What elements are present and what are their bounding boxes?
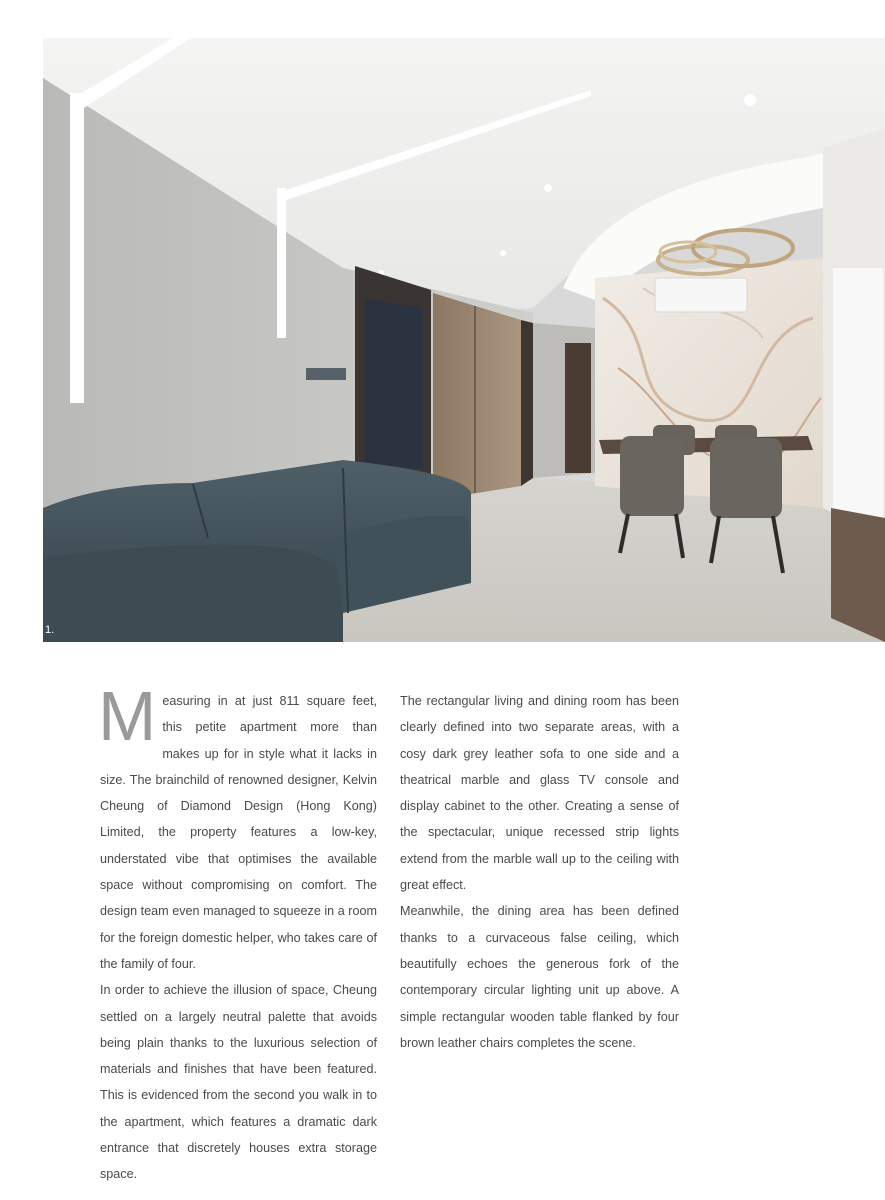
photo-caption-number: 1. [45,624,55,636]
drop-cap: M [98,677,157,755]
interior-photo [43,38,885,642]
article-paragraph: In order to achieve the illusion of space, Cheung settled on a largely neutral palette that avoids being plain thanks to the luxurious selection of materials and finishes that have been featured. This is evidenced from the second you walk in to the apartment, which features a dramatic dark entrance that discretely houses extra storage space. [100,983,377,1182]
article-left-column [98,677,377,1188]
interior-photo-illustration [43,38,885,642]
article-right-column [400,688,679,1056]
article-paragraph: Meanwhile, the dining area has been defined thanks to a curvaceous false ceiling, which beautifully echoes the generous fork of the contemporary circular lighting unit up above. A simple rectangular wooden table flanked by four brown leather chairs completes the scene. [400,904,679,1050]
article-paragraph: easuring in at just 811 square feet, this petite apartment more than makes up for in style what it lacks in size. The brainchild of renowned designer, Kelvin Cheung of Diamond Design (Hong Kong) Limited, the property features a low-key, understated vibe that optimises the available space without compromising on comfort. The design team even managed to squeeze in a room for the foreign domestic helper, who takes care of the family of four. [100,694,377,971]
article-paragraph: The rectangular living and dining room has been clearly defined into two separate areas, with a cosy dark grey leather sofa to one side and a theatrical marble and glass TV console and display cabinet to the other. Creating a sense of the spectacular, unique recessed strip lights extend from the marble wall up to the ceiling with great effect. [400,694,679,893]
